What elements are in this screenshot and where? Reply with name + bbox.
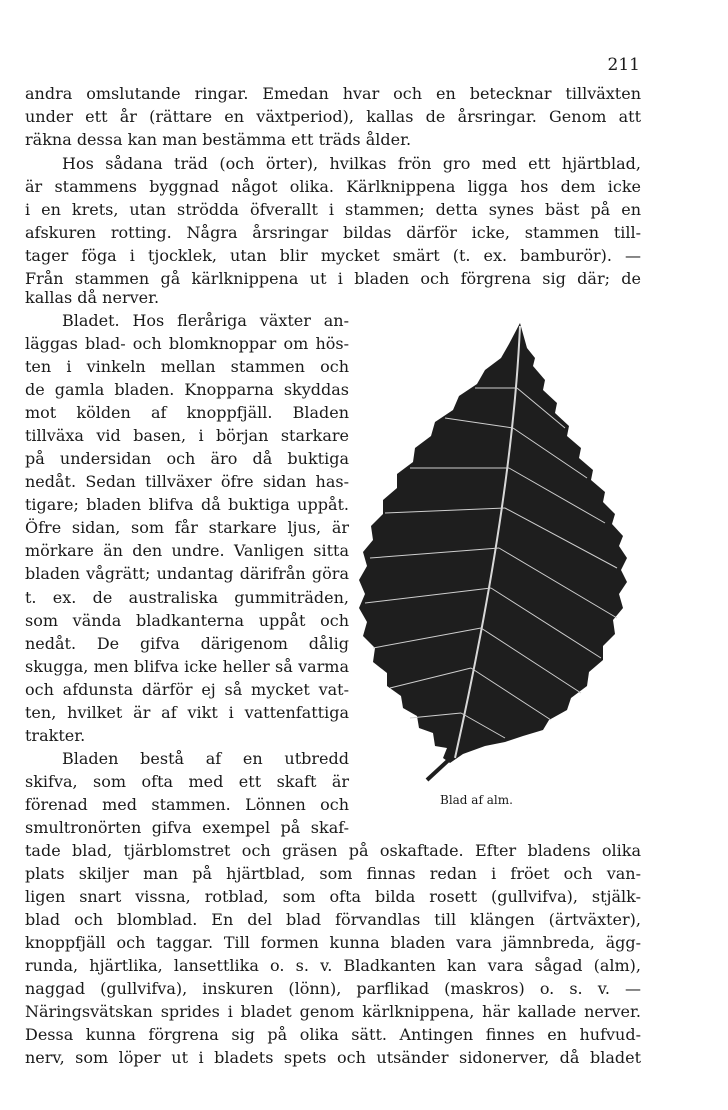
text-line: Öfre sidan, som får starkare ljus, är [25, 518, 349, 538]
text-line: Bladet. Hos fleråriga växter an- [62, 311, 349, 331]
text-line: tager föga i tjocklek, utan blir mycket smärt (t. ex. bamburör). — [25, 245, 641, 265]
text-line: t. ex. de australiska gummiträden, [25, 587, 349, 607]
text-line: är stammens byggnad något olika. Kärlknippena ligga hos dem icke [25, 176, 641, 196]
text-line: Näringsvätskan sprides i bladet genom kärlknippena, här kallade nerver. [25, 1002, 641, 1022]
text-line: Hos sådana träd (och örter), hvilkas frön gro med ett hjärtblad, [62, 153, 641, 173]
page-number: 211 [607, 55, 640, 75]
text-line: blad och blomblad. En del blad förvandlas till klängen (ärtväxter), [25, 910, 641, 930]
text-line: de gamla bladen. Knopparna skyddas [25, 380, 349, 400]
text-line: mörkare än den undre. Vanligen sitta [25, 541, 349, 561]
elm-leaf-illustration [355, 318, 635, 788]
text-line: andra omslutande ringar. Emedan hvar och en betecknar tillväxten [25, 83, 641, 103]
text-line: tigare; bladen blifva då buktiga uppåt. [25, 495, 349, 515]
text-line: i en krets, utan strödda öfverallt i stammen; detta synes bäst på en [25, 199, 641, 219]
leaf-blade [359, 323, 627, 763]
text-line: tade blad, tjärblomstret och gräsen på oskaftade. Efter bladens olika [25, 840, 641, 860]
text-line: Dessa kunna förgrena sig på olika sätt. Antingen finnes en hufvud- [25, 1025, 641, 1045]
text-line: Från stammen gå kärlknippena ut i bladen och förgrena sig där; de [25, 268, 641, 288]
text-line: knoppfjäll och taggar. Till formen kunna bladen vara jämnbreda, ägg- [25, 933, 641, 953]
text-line: tillväxa vid basen, i början starkare [25, 426, 349, 446]
text-line: nerv, som löper ut i bladets spets och utsänder sidonerver, då bladet [25, 1048, 641, 1068]
text-line: afskuren rotting. Några årsringar bildas därför icke, stammen till- [25, 222, 641, 242]
text-line: räkna dessa kan man bestämma ett träds ålder. [25, 129, 412, 149]
text-line: ten, hvilket är af vikt i vattenfattiga [25, 702, 349, 722]
text-line: nedåt. Sedan tillväxer öfre sidan has- [25, 472, 349, 492]
text-line: som vända bladkanterna uppåt och [25, 610, 349, 630]
text-line: ligen snart vissna, rotblad, som ofta bilda rosett (gullvifva), stjälk- [25, 887, 641, 907]
text-line: förenad med stammen. Lönnen och [25, 794, 349, 814]
text-line: och afdunsta därför ej så mycket vat- [25, 679, 349, 699]
text-line: smultronörten gifva exempel på skaf- [25, 817, 349, 837]
text-line: Bladen bestå af en utbredd [62, 748, 349, 768]
text-line: skifva, som ofta med ett skaft är [25, 771, 349, 791]
text-line: bladen vågrätt; undantag därifrån göra [25, 564, 349, 584]
text-line: läggas blad- och blomknoppar om hös- [25, 334, 349, 354]
text-line: på undersidan och äro då buktiga [25, 449, 349, 469]
text-line: naggad (gullvifva), inskuren (lönn), parflikad (maskros) o. s. v. — [25, 979, 641, 999]
text-line: under ett år (rättare en växtperiod), kallas de årsringar. Genom att [25, 106, 641, 126]
figure-caption: Blad af alm. [440, 793, 513, 807]
text-line: kallas då nerver. [25, 288, 160, 307]
text-line: mot kölden af knoppfjäll. Bladen [25, 403, 349, 423]
text-line: skugga, men blifva icke heller så varma [25, 656, 349, 676]
leaf-stalk [427, 756, 453, 780]
text-line: plats skiljer man på hjärtblad, som finnas redan i fröet och van- [25, 864, 641, 883]
text-line: nedåt. De gifva därigenom dålig [25, 633, 349, 653]
text-line: ten i vinkeln mellan stammen och [25, 357, 349, 377]
text-line: runda, hjärtlika, lansettlika o. s. v. Bladkanten kan vara sågad (alm), [25, 956, 641, 976]
text-line: trakter. [25, 725, 86, 745]
